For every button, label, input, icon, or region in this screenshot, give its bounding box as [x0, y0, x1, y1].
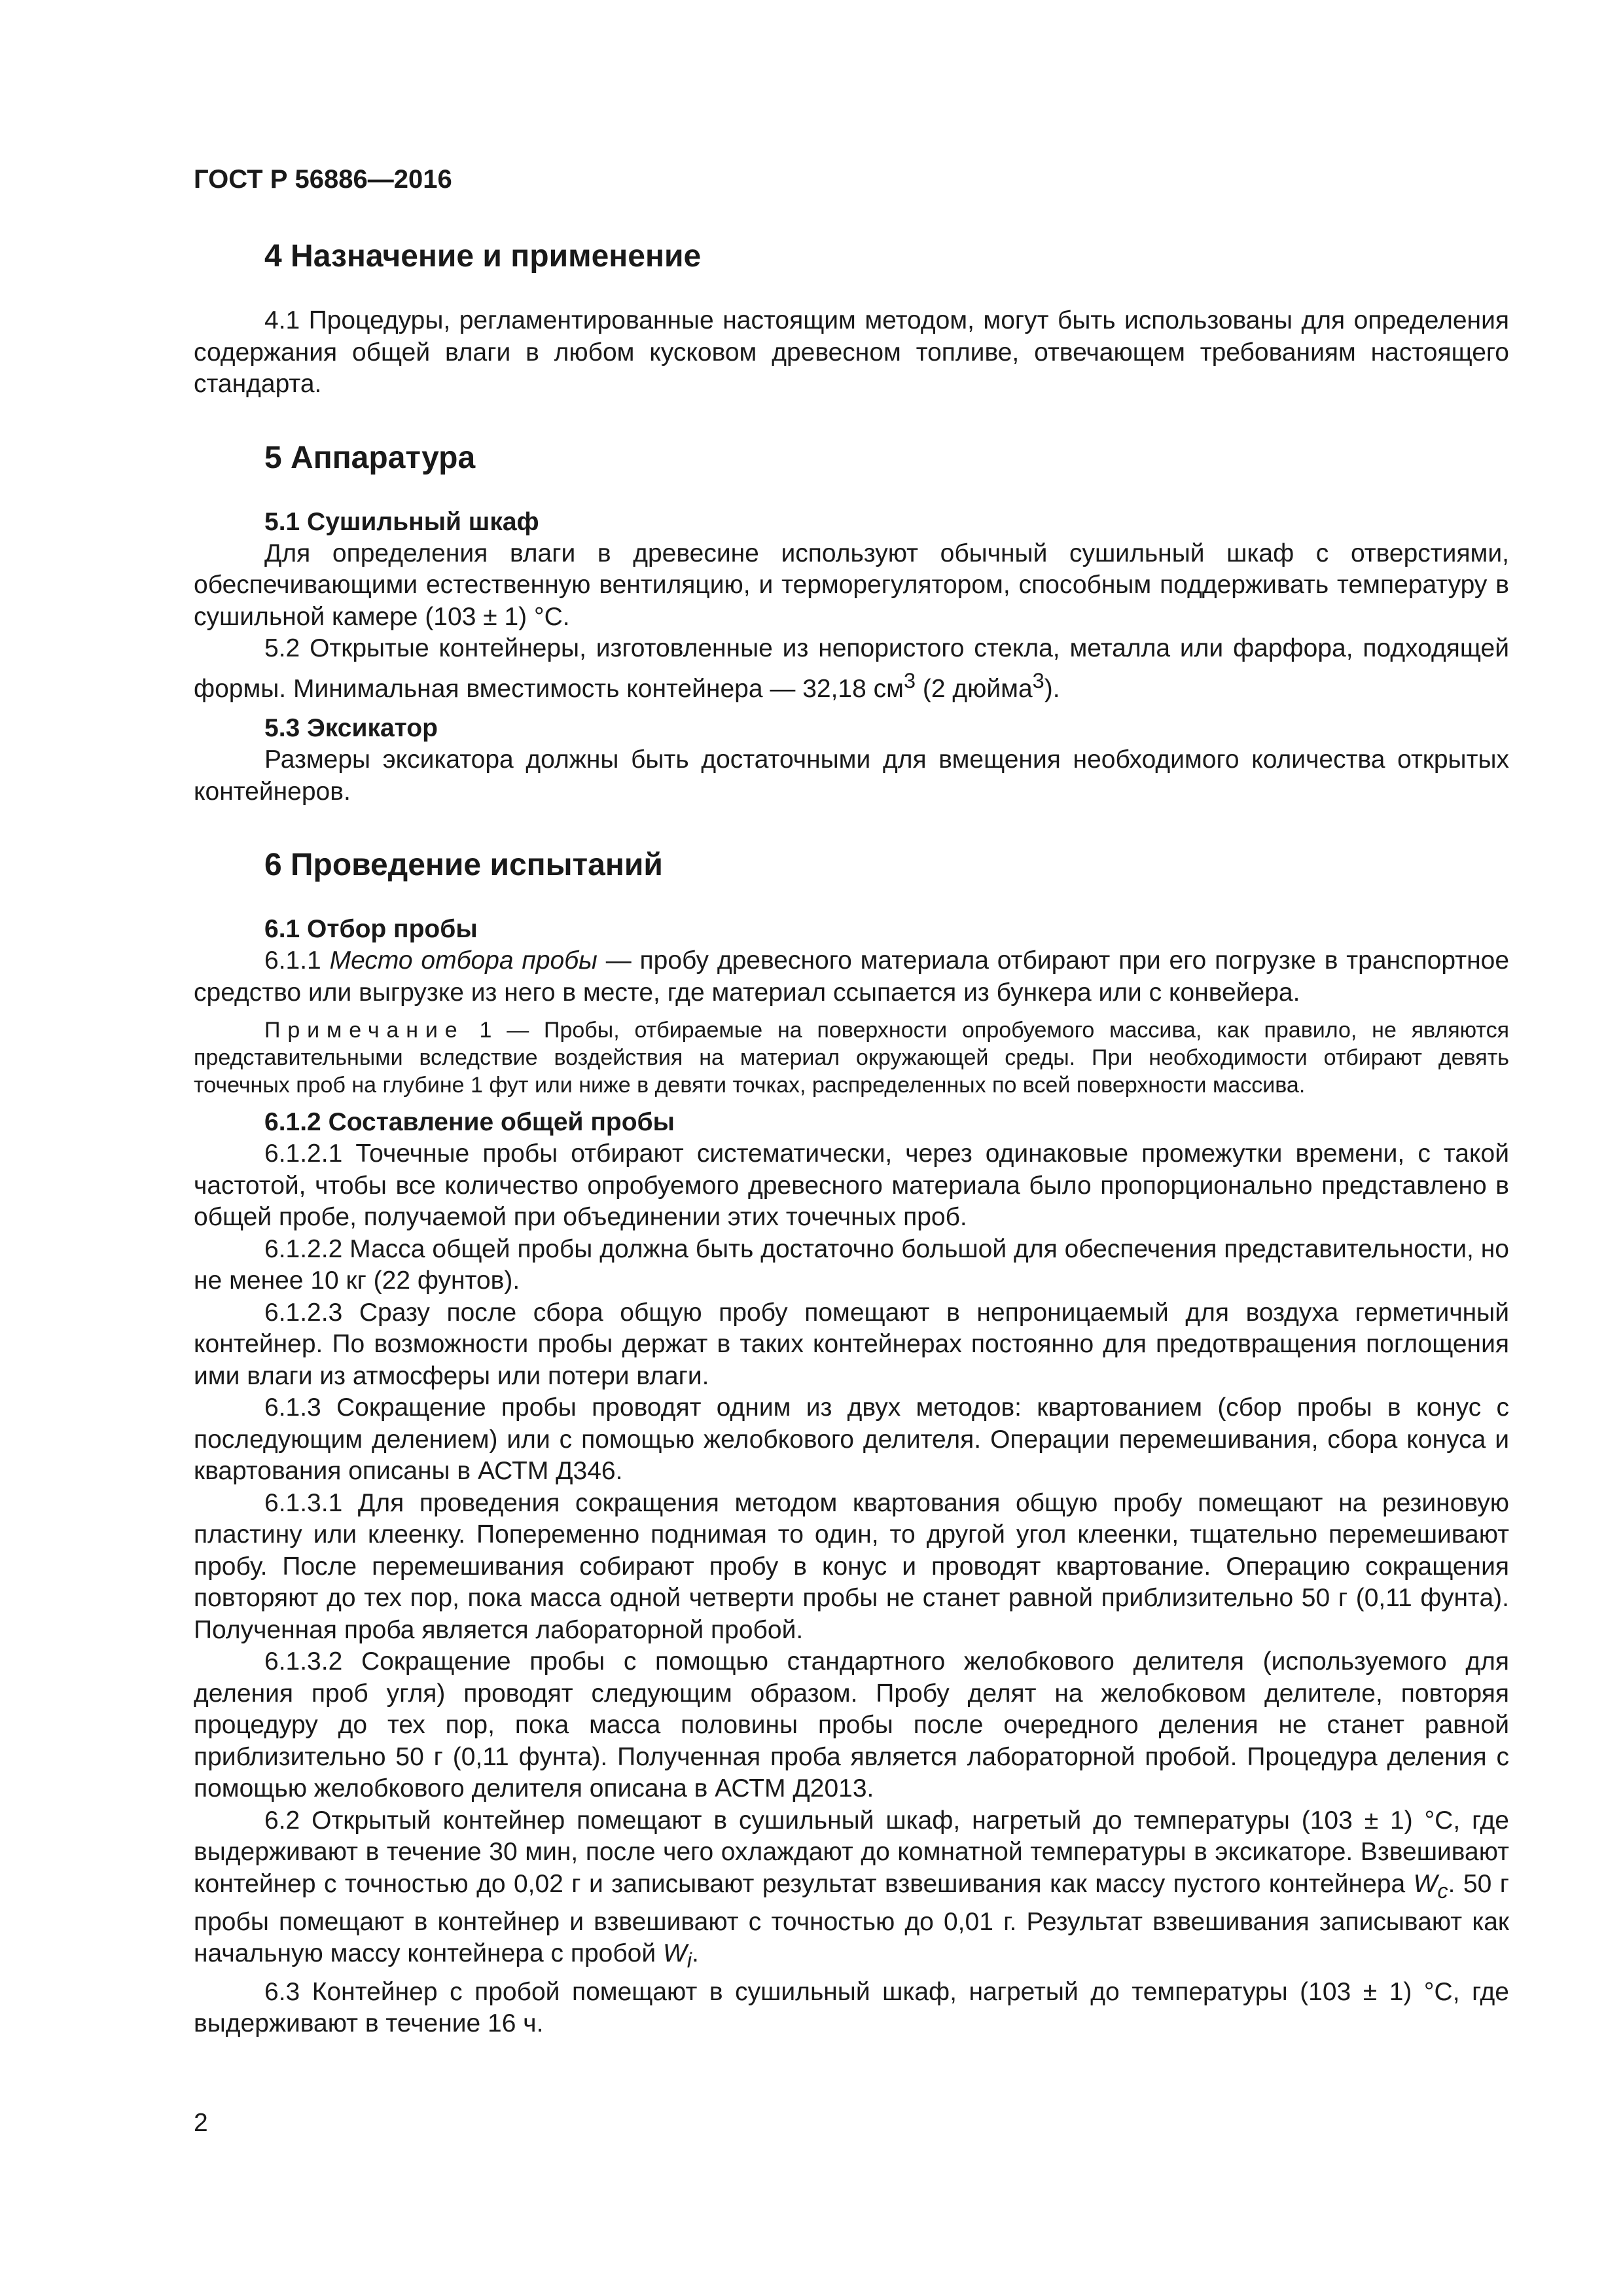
page-number: 2 — [194, 2109, 208, 2137]
section-6-title: 6 Проведение испытаний — [264, 848, 663, 882]
symbol-wi-letter: W — [662, 1939, 687, 1968]
section-5-title: 5 Аппаратура — [264, 440, 476, 475]
superscript-2: 3 — [1032, 668, 1044, 692]
paragraph-6-1-3-1: 6.1.3.1 Для проведения сокращения методом квартования общую пробу помещают на резиновую пластину или клеенку. Попеременно поднимая то один, то другой угол клеенки, тщательно перемешивают пробу. После перемешивания собирают пробу в конус и проводят квартование. Операцию сокращения повторяют до тех пор, пока масса одной четверти пробы не станет равной приблизительно 50 г (0,11 фунта). Полученная проба является лабораторной пробой. — [194, 1488, 1509, 1644]
symbol-wc-subscript: c — [1437, 1878, 1448, 1903]
paragraph-6-1-1-number: 6.1.1 — [264, 946, 330, 975]
symbol-wc-letter: W — [1413, 1869, 1438, 1898]
paragraph-5-2-text-a: 5.2 Открытые контейнеры, изготовленные из непористого стекла, металла или фарфора, подходящей формы. Минимальная вместимость контейнера — 32,18 см — [194, 634, 1509, 703]
heading-6-1: 6.1 Отбор пробы — [264, 915, 478, 943]
heading-6-1-2: 6.1.2 Составление общей пробы — [264, 1108, 675, 1136]
paragraph-5-2 — [194, 633, 1509, 705]
paragraph-6-1-2-3: 6.1.2.3 Сразу после сбора общую пробу помещают в непроницаемый для воздуха герметичный контейнер. По возможности пробы держат в таких контейнерах постоянно для предотвращения поглощения ими влаги из атмосферы или потери влаги. — [194, 1298, 1509, 1390]
note-text: 1 — Пробы, отбираемые на поверхности опробуемого массива, как правило, не являются представительными вследствие воздействия на материал окружающей среды. При необходимости отбирают девять точечных проб на глубине 1 фут или ниже в девяти точках, распределенных по всей поверхности массива. — [194, 1018, 1509, 1098]
paragraph-6-1-1 — [194, 945, 1509, 1009]
paragraph-6-1-3: 6.1.3 Сокращение пробы проводят одним из двух методов: квартованием (сбор пробы в конус с последующим делением) или с помощью желобкового делителя. Операции перемешивания, сбора конуса и квартования описаны в АСТМ Д346. — [194, 1393, 1509, 1485]
note-1 — [194, 1016, 1509, 1099]
paragraph-6-1-3-2: 6.1.3.2 Сокращение пробы с помощью стандартного желобкового делителя (используемого для деления проб угля) проводят следующим образом. Пробу делят на желобковом делителе, повторяя процедуру до тех пор, пока масса половины пробы после очередного деления не станет равной приблизительно 50 г (0,11 фунта). Полученная проба является лабораторной пробой. Процедура деления с помощью желобкового делителя описана в АСТМ Д2013. — [194, 1647, 1509, 1803]
section-4-title: 4 Назначение и применение — [264, 239, 702, 274]
paragraph-4-1: 4.1 Процедуры, регламентированные настоящим методом, могут быть использованы для определения содержания общей влаги в любом кусковом древесном топливе, отвечающем требованиям настоящего стандарта. — [194, 306, 1509, 398]
note-label: Примечание — [264, 1018, 465, 1043]
paragraph-5-3: Размеры эксикатора должны быть достаточными для вмещения необходимого количества открытых контейнеров. — [194, 745, 1509, 806]
heading-5-3: 5.3 Эксикатор — [264, 714, 438, 742]
paragraph-5-2-text-c: ). — [1044, 674, 1060, 703]
document-page — [194, 164, 1509, 2040]
paragraph-6-3: 6.3 Контейнер с пробой помещают в сушильный шкаф, нагретый до температуры (103 ± 1) °С, где выдерживают в течение 16 ч. — [194, 1977, 1509, 2038]
symbol-wc — [1413, 1869, 1448, 1903]
paragraph-6-2-text-b: . 50 г пробы помещают в контейнер и взвешивают с точностью до 0,01 г. Результат взвешивания записывают как начальную массу контейнера с пробой — [194, 1869, 1509, 1968]
paragraph-6-2-text-c: . — [692, 1939, 699, 1968]
heading-5-1: 5.1 Сушильный шкаф — [264, 507, 539, 536]
paragraph-6-1-1-text: — пробу древесного материала отбирают при его погрузке в транспортное средство или выгрузке из него в месте, где материал ссыпается из бункера или с конвейера. — [194, 946, 1510, 1007]
paragraph-6-1-2-2: 6.1.2.2 Масса общей пробы должна быть достаточно большой для обеспечения представительности, но не менее 10 кг (22 фунтов). — [194, 1234, 1509, 1295]
paragraph-6-1-2-1: 6.1.2.1 Точечные пробы отбирают систематически, через одинаковые промежутки времени, с такой частотой, чтобы все количество опробуемого древесного материала было пропорционально представлено в общей пробе, получаемой при объединении этих точечных проб. — [194, 1139, 1509, 1231]
paragraph-6-1-1-term: Место отбора пробы — [329, 946, 597, 975]
document-header: ГОСТ Р 56886—2016 — [194, 165, 452, 194]
paragraph-6-2 — [194, 1805, 1509, 1977]
paragraph-5-2-text-b: (2 дюйма — [916, 674, 1033, 703]
symbol-wi — [662, 1939, 692, 1973]
superscript-1: 3 — [903, 668, 916, 692]
symbol-wi-subscript: i — [687, 1948, 692, 1973]
paragraph-6-2-text-a: 6.2 Открытый контейнер помещают в сушильный шкаф, нагретый до температуры (103 ± 1) °С, где выдерживают в течение 30 мин, после чего охлаждают до комнатной температуры в эксикаторе. Взвешивают контейнер с точностью до 0,02 г и записывают результат взвешивания как массу пустого контейнера — [194, 1806, 1509, 1898]
paragraph-5-1: Для определения влаги в древесине используют обычный сушильный шкаф с отверстиями, обеспечивающими естественную вентиляцию, и терморегулятором, способным поддерживать температуру в сушильной камере (103 ± 1) °С. — [194, 539, 1509, 631]
